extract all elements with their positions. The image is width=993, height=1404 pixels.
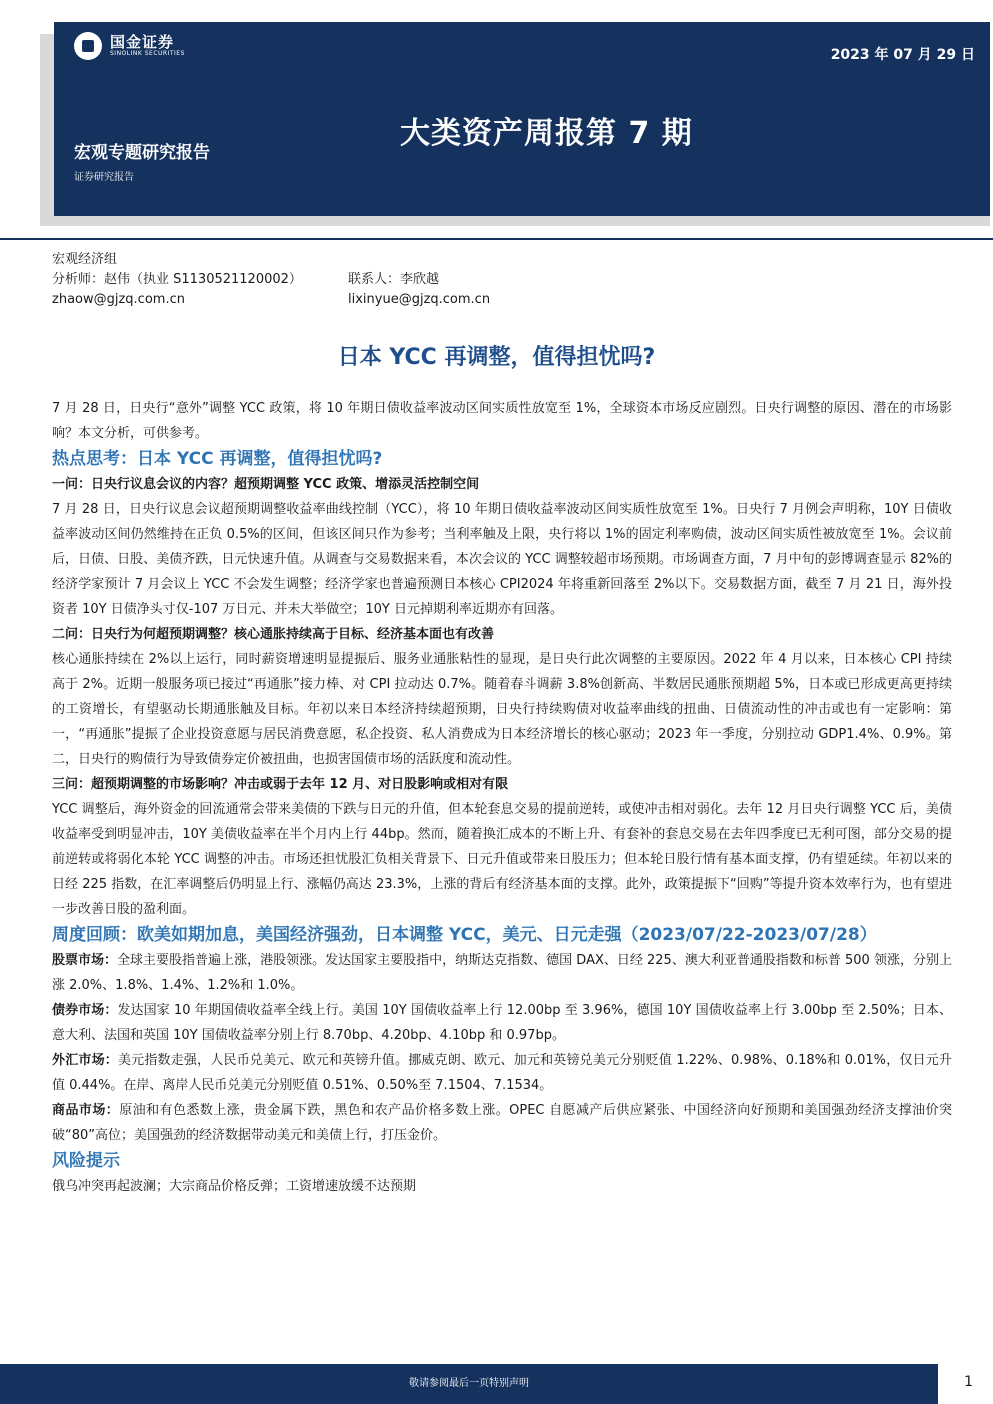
- fx-market-paragraph: [52, 1048, 952, 1098]
- header-divider: [0, 238, 993, 240]
- intro-paragraph: 7 月 28 日，日央行“意外”调整 YCC 政策，将 10 年期日债收益率波动区间实质性放宽至 1%，全球资本市场反应剧烈。日央行调整的原因、潜在的市场影响？本文分析，可供参考。: [52, 401, 952, 441]
- article-body: [52, 396, 952, 1199]
- report-subtype: 证券研究报告: [74, 172, 134, 183]
- fx-market-label: 外汇市场：: [52, 1053, 118, 1068]
- report-title: 大类资产周报第 7 期: [400, 116, 693, 151]
- contact-email[interactable]: lixinyue@gjzq.com.cn: [348, 292, 491, 307]
- logo-text-en: SINOLINK SECURITIES: [110, 50, 185, 57]
- stock-market-text: 全球主要股指普遍上涨，港股领涨。发达国家主要股指中，纳斯达克指数、德国 DAX、日经 225、澳大利亚普通股指数和标普 500 领涨，分别上涨 2.0%、1.8%、1.4%、1.2%和 1.0%。: [52, 953, 952, 993]
- logo-text-cn: 国金证券: [110, 33, 175, 51]
- article-title: 日本 YCC 再调整，值得担忧吗?: [337, 345, 656, 370]
- section-weekly-review-heading: 周度回顾：欧美如期加息，美国经济强劲，日本调整 YCC，美元、日元走强（2023/07/22-2023/07/28）: [52, 925, 877, 945]
- page-number: 1: [964, 1374, 973, 1390]
- question-2-heading: 二问：日央行为何超预期调整？核心通胀持续高于目标、经济基本面也有改善: [52, 627, 495, 642]
- stock-market-paragraph: [52, 948, 952, 998]
- research-group: 宏观经济组: [52, 252, 118, 267]
- fx-market-text: 美元指数走强，人民币兑美元、欧元和英镑升值。挪威克朗、欧元、加元和英镑兑美元分别贬值 1.22%、0.98%、0.18%和 0.01%，仅日元升值 0.44%。在岸、离岸人民币兑美元分别贬值 0.51%、0.50%至 7.1504、7.1534。: [52, 1053, 952, 1093]
- analyst-name: 分析师：赵伟（执业 S1130521120002）: [52, 272, 302, 287]
- question-2-body: 核心通胀持续在 2%以上运行，同时薪资增速明显提振后、服务业通胀粘性的显现，是日央行此次调整的主要原因。2022 年 4 月以来，日本核心 CPI 持续高于 2%。近期一般服务项已接过“再通胀”接力棒、对 CPI 拉动达 0.7%。随着春斗调薪 3.8%创新高、半数居民通胀预期超 5%，日本或已形成更高更持续的工资增长，有望驱动长期通胀触及目标。年初以来日本经济持续超预期，日央行持续购债对收益率曲线的扭曲、日债流动性的冲击或也有一定影响：第一，“再通胀”提振了企业投资意愿与居民消费意愿，私企投资、私人消费成为日本经济增长的核心驱动；2023 年一季度，分别拉动 GDP1.4%、0.9%。第二，日央行的购债行为导致债券定价被扭曲，也损害国债市场的活跃度和流动性。: [52, 652, 952, 767]
- risk-heading: 风险提示: [52, 1151, 120, 1171]
- company-logo: [74, 32, 185, 60]
- commodity-market-label: 商品市场：: [52, 1103, 120, 1118]
- bond-market-label: 债券市场：: [52, 1003, 118, 1018]
- risk-body: 俄乌冲突再起波澜；大宗商品价格反弹；工资增速放缓不达预期: [52, 1179, 417, 1194]
- analyst-email[interactable]: zhaow@gjzq.com.cn: [52, 292, 185, 307]
- logo-mark-icon: [74, 32, 102, 60]
- author-block: [52, 250, 490, 310]
- commodity-market-text: 原油和有色悉数上涨，贵金属下跌，黑色和农产品价格多数上涨。OPEC 自愿减产后供应紧张、中国经济向好预期和美国强劲经济支撑油价突破“80”高位；美国强劲的经济数据带动美元和美债上行，打压金价。: [52, 1103, 952, 1143]
- question-1-heading: 一问：日央行议息会议的内容？超预期调整 YCC 政策、增添灵活控制空间: [52, 477, 480, 492]
- question-3-body: YCC 调整后，海外资金的回流通常会带来美债的下跌与日元的升值，但本轮套息交易的提前逆转，或使冲击相对弱化。去年 12 月日央行调整 YCC 后，美债收益率受到明显冲击，10Y 美债收益率在半个月内上行 44bp。然而，随着换汇成本的不断上升、有套补的套息交易在去年四季度已无利可图，部分交易的提前逆转或将弱化本轮 YCC 调整的冲击。市场还担忧股汇负相关背景下、日元升值或带来日股压力；但本轮日股行情有基本面支撑，仍有望延续。年初以来的日经 225 指数，在汇率调整后仍明显上行、涨幅仍高达 23.3%，上涨的背后有经济基本面的支撑。此外，政策提振下“回购”等提升资本效率行为，也有望进一步改善日股的盈利面。: [52, 802, 952, 917]
- commodity-market-paragraph: [52, 1098, 952, 1148]
- report-type: 宏观专题研究报告: [74, 143, 210, 163]
- section-hot-topic-heading: 热点思考：日本 YCC 再调整，值得担忧吗?: [52, 449, 383, 469]
- bond-market-paragraph: [52, 998, 952, 1048]
- stock-market-label: 股票市场：: [52, 953, 118, 968]
- question-3-heading: 三问：超预期调整的市场影响？冲击或弱于去年 12 月、对日股影响或相对有限: [52, 777, 509, 792]
- contact-name: 联系人：李欣越: [348, 272, 440, 287]
- report-date: 2023 年 07 月 29 日: [830, 47, 975, 63]
- footer-disclaimer: 敬请参阅最后一页特别声明: [0, 1364, 938, 1404]
- question-1-body: 7 月 28 日，日央行议息会议超预期调整收益率曲线控制（YCC），将 10 年期日债收益率波动区间实质性放宽至 1%。日央行 7 月例会声明称，10Y 日债收益率波动区间仍然维持在正负 0.5%的区间，但该区间只作为参考；当利率触及上限，央行将以 1%的固定利率购债，波动区间实质性被放宽至 1%。会议前后，日债、日股、美债齐跌，日元快速升值。从调查与交易数据来看，本次会议的 YCC 调整较超市场预期。市场调查方面，7 月中旬的彭博调查显示 82%的经济学家预计 7 月会议上 YCC 不会发生调整；经济学家也普遍预测日本核心 CPI2024 年将重新回落至 2%以下。交易数据方面，截至 7 月 21 日，海外投资者 10Y 日债净头寸仅-107 万日元、并未大举做空；10Y 日元掉期利率近期亦有回落。: [52, 502, 952, 617]
- bond-market-text: 发达国家 10 年期国债收益率全线上行。美国 10Y 国债收益率上行 12.00bp 至 3.96%，德国 10Y 国债收益率上行 3.00bp 至 2.50%；日本、意大利、法国和英国 10Y 国债收益率分别上行 8.70bp、4.20bp、4.10bp 和 0.97bp。: [52, 1003, 952, 1043]
